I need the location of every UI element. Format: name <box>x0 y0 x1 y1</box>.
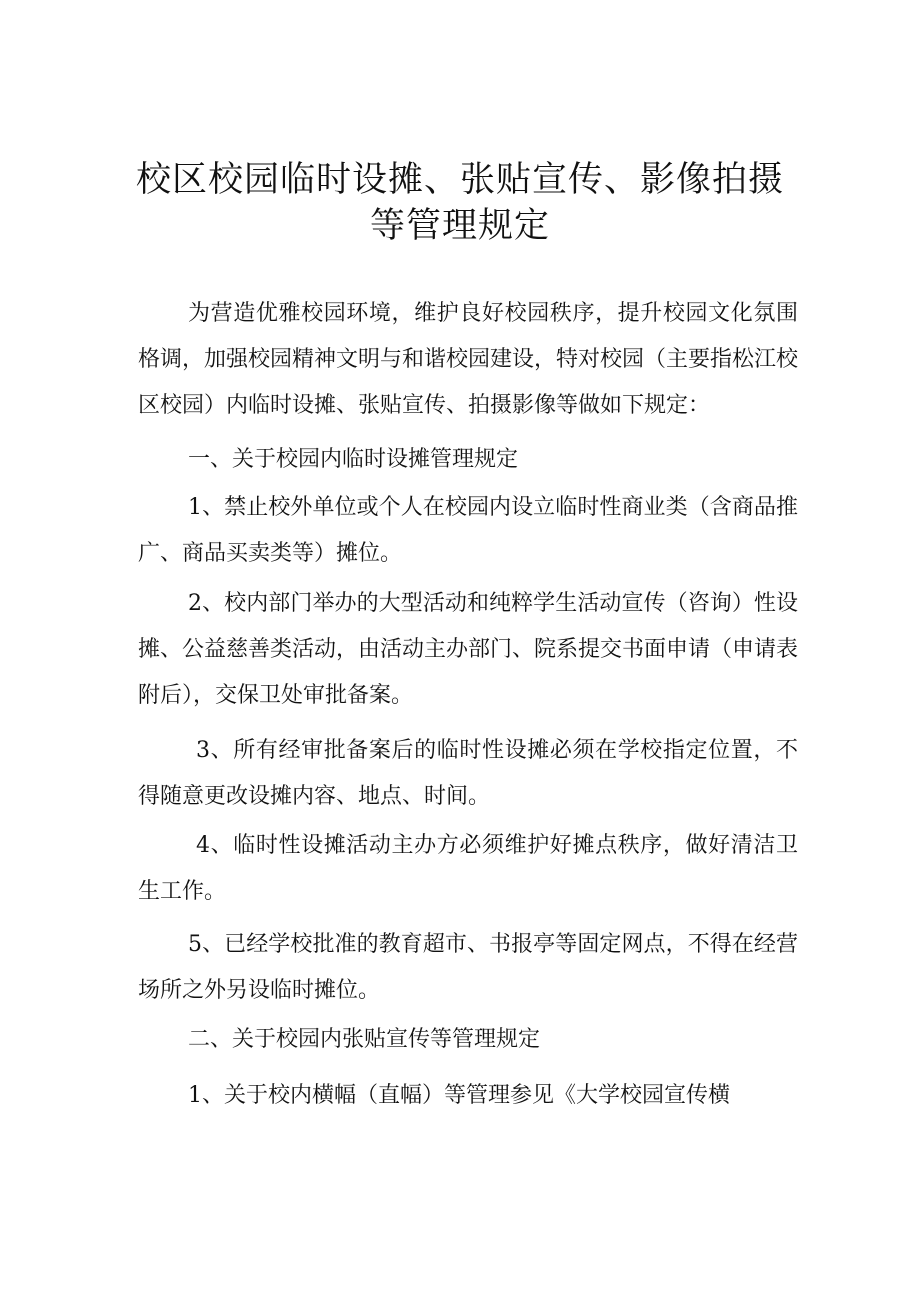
section-1-item-3: 3、所有经审批备案后的临时性设摊必须在学校指定位置，不得随意更改设摊内容、地点、时间。 <box>138 738 798 809</box>
section-1-heading: 一、关于校园内临时设摊管理规定 <box>188 447 519 472</box>
section-1-item-2: 2、校内部门举办的大型活动和纯粹学生活动宣传（咨询）性设摊、公益慈善类活动，由活动主办部门、院系提交书面申请（申请表附后），交保卫处审批备案。 <box>138 591 799 708</box>
document-title-line-1: 校区校园临时设摊、张贴宣传、影像拍摄 <box>135 160 784 200</box>
section-2-item-1: 1、关于校内横幅（直幅）等管理参见《大学校园宣传横 <box>188 1083 730 1108</box>
document-title-line-2: 等管理规定 <box>369 206 550 246</box>
section-1-item-4: 4、临时性设摊活动主办方必须维护好摊点秩序，做好清洁卫生工作。 <box>138 833 798 904</box>
section-1-item-1: 1、禁止校外单位或个人在校园内设立临时性商业类（含商品推广、商品买卖类等）摊位。 <box>138 495 798 566</box>
section-1-item-5: 5、已经学校批准的教育超市、书报亭等固定网点，不得在经营场所之外另设临时摊位。 <box>138 932 798 1003</box>
intro-paragraph: 为营造优雅校园环境，维护良好校园秩序，提升校园文化氛围格调，加强校园精神文明与和谐校园建设，特对校园（主要指松江校区校园）内临时设摊、张贴宣传、拍摄影像等做如下规定： <box>138 301 799 418</box>
section-2-heading: 二、关于校园内张贴宣传等管理规定 <box>188 1027 541 1052</box>
